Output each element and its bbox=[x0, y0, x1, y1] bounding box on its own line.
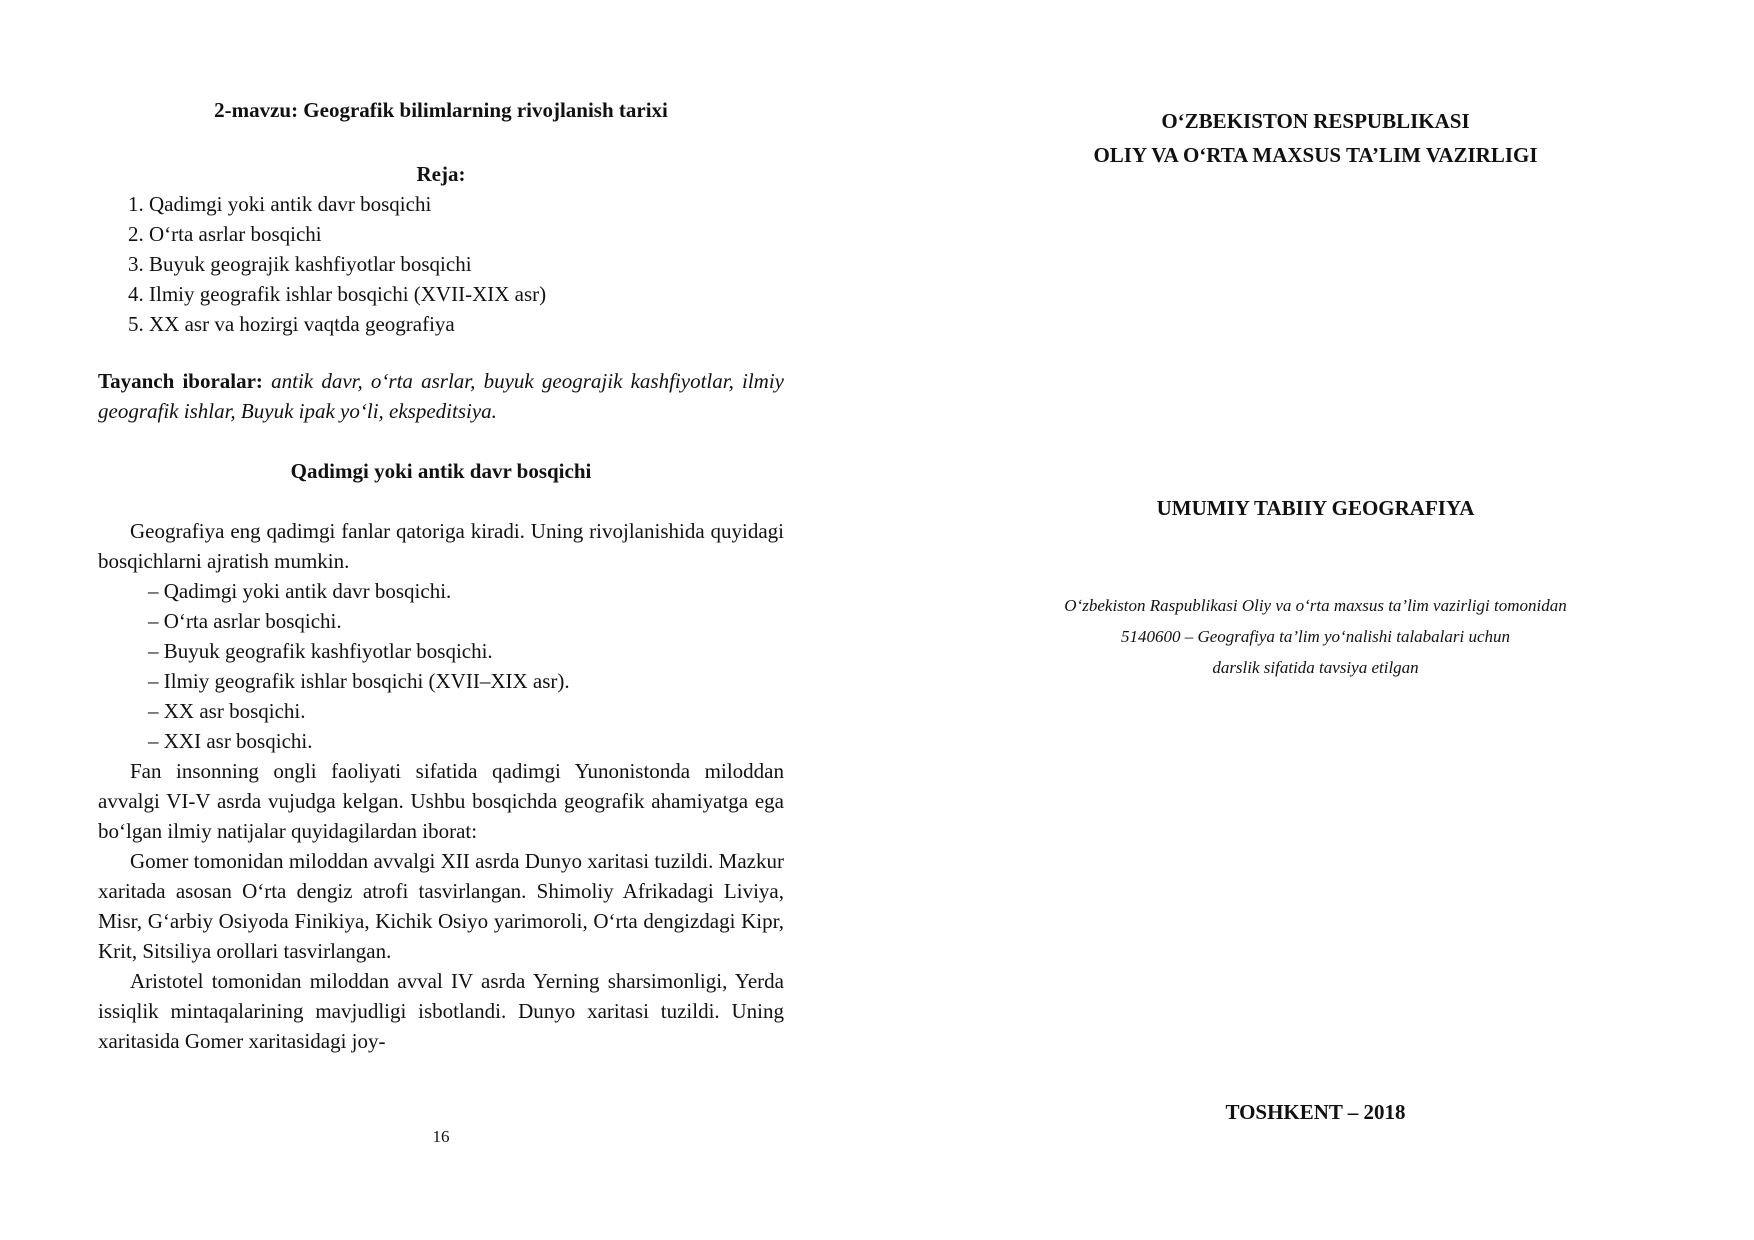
stage-item: – Buyuk geografik kashfiyotlar bosqichi. bbox=[148, 639, 493, 663]
right-page bbox=[877, 0, 1754, 1240]
body-text bbox=[98, 516, 784, 1056]
ministry-line: OLIY VA O‘RTA MAXSUS TA’LIM VAZIRLIGI bbox=[1093, 143, 1538, 167]
plan-item: 3. Buyuk geograjik kashfiyotlar bosqichi bbox=[128, 252, 472, 276]
body-paragraph: Aristotel tomonidan miloddan avval IV asrda Yerning sharsimonligi, Yerda issiqlik mintaqalarining mavjudligi isbotlandi. Dunyo xaritasi tuzildi. Uning xaritasida Gomer xaritasidagi joy- bbox=[98, 969, 784, 1053]
body-paragraph: Fan insonning ongli faoliyati sifatida qadimgi Yunonistonda miloddan avvalgi VI-V asrda vujudga kelgan. Ushbu bosqichda geografik ahamiyatga ega bo‘lgan ilmiy natijalar quyidagilardan iborat: bbox=[98, 759, 784, 843]
body-paragraph: Gomer tomonidan miloddan avvalgi XII asrda Dunyo xaritasi tuzildi. Mazkur xaritada asosan O‘rta dengiz atrofi tasvirlangan. Shimoliy Afrikadagi Liviya, Misr, G‘arbiy Osiyoda Finikiya, Kichik Osiyo yarimoroli, O‘rta dengizdagi Kipr, Krit, Sitsiliya orollari tasvirlangan. bbox=[98, 849, 784, 963]
plan-item: 2. O‘rta asrlar bosqichi bbox=[128, 222, 322, 246]
page-number: 16 bbox=[432, 1127, 450, 1146]
plan-heading: Reja: bbox=[416, 162, 466, 186]
keywords-text: antik davr, o‘rta asrlar, buyuk geograjik kashfiyotlar, ilmiy geografik ishlar, Buyuk ipak yo‘li, ekspeditsiya. bbox=[98, 369, 785, 423]
stage-item: – XX asr bosqichi. bbox=[148, 699, 306, 723]
ministry-heading bbox=[877, 104, 1754, 172]
approval-line: darslik sifatida tavsiya etilgan bbox=[1212, 658, 1419, 677]
approval-line: O‘zbekiston Raspublikasi Oliy va o‘rta maxsus ta’lim vazirligi tomonidan bbox=[1064, 596, 1567, 615]
topic-title: 2-mavzu: Geografik bilimlarning rivojlanish tarixi bbox=[214, 98, 668, 122]
approval-note bbox=[877, 590, 1754, 683]
stage-item: – O‘rta asrlar bosqichi. bbox=[148, 609, 342, 633]
keywords-paragraph bbox=[98, 366, 784, 426]
plan-list bbox=[128, 189, 768, 339]
city-year: TOSHKENT – 2018 bbox=[1225, 1100, 1406, 1124]
intro-paragraph: Geografiya eng qadimgi fanlar qatoriga kiradi. Uning rivojlanishida quyidagi bosqichlarni ajratish mumkin. bbox=[98, 519, 784, 573]
stage-item: – Ilmiy geografik ishlar bosqichi (XVII–XIX asr). bbox=[148, 669, 570, 693]
book-title: UMUMIY TABIIY GEOGRAFIYA bbox=[1156, 496, 1475, 520]
stage-list bbox=[98, 576, 784, 756]
section-heading: Qadimgi yoki antik davr bosqichi bbox=[290, 459, 592, 483]
approval-line: 5140600 – Geografiya ta’lim yo‘nalishi talabalari uchun bbox=[1120, 627, 1511, 646]
keywords-label: Tayanch iboralar: bbox=[98, 369, 263, 393]
plan-item: 4. Ilmiy geografik ishlar bosqichi (XVII-XIX asr) bbox=[128, 282, 547, 306]
stage-item: – Qadimgi yoki antik davr bosqichi. bbox=[148, 579, 452, 603]
stage-item: – XXI asr bosqichi. bbox=[148, 729, 313, 753]
ministry-line: O‘ZBEKISTON RESPUBLIKASI bbox=[1161, 109, 1470, 133]
plan-item: 1. Qadimgi yoki antik davr bosqichi bbox=[128, 192, 432, 216]
plan-item: 5. XX asr va hozirgi vaqtda geografiya bbox=[128, 312, 455, 336]
